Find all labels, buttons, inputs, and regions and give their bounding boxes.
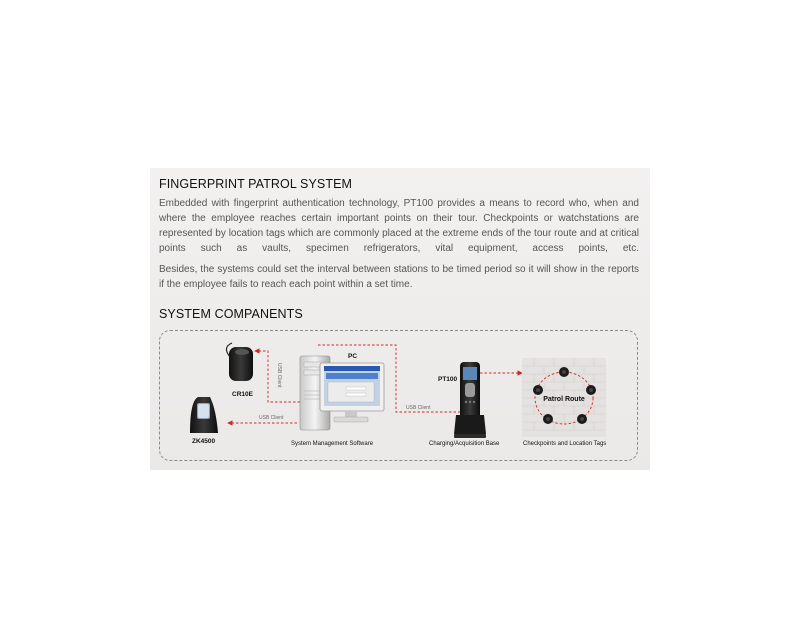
location-tag-icon — [559, 367, 569, 377]
cr10e-label: CR10E — [232, 391, 253, 398]
location-tag-icon — [543, 414, 553, 424]
pt100-device-icon — [460, 362, 480, 424]
usb-client-label: USB Client — [259, 415, 284, 421]
pc-label: PC — [348, 353, 358, 360]
location-tag-icon — [586, 385, 596, 395]
location-tag-icon — [577, 414, 587, 424]
pc-caption: System Management Software — [291, 441, 374, 447]
zk4500-label: ZK4500 — [192, 438, 216, 445]
section-heading-fingerprint-patrol: FINGERPRINT PATROL SYSTEM — [159, 177, 353, 191]
zk4500-reader-icon — [190, 397, 218, 433]
base-caption: Charging/Acquisition Base — [429, 441, 500, 447]
location-tag-icon — [533, 385, 543, 395]
content-panel — [150, 168, 650, 470]
system-components-diagram — [159, 330, 638, 461]
charging-base-icon — [454, 415, 486, 438]
interval-paragraph: Besides, the systems could set the interval between stations to be timed period so it will show in the reports if the employee fails to reach each point within a set time. — [159, 264, 639, 290]
usb-client-label: USB Client — [406, 405, 431, 411]
section-heading-system-components: SYSTEM COMPANENTS — [159, 307, 303, 321]
pt100-label: PT100 — [438, 376, 458, 383]
cr10e-reader-icon — [226, 343, 253, 381]
usb-client-label: USB Client — [276, 363, 282, 388]
intro-paragraph: Embedded with fingerprint authentication technology, PT100 provides a means to record who, when and where the employee reaches certain important points on their tour. Checkpoints or watchstations are represented by location tags which are commonly placed at the extreme ends of the tour route and at critical points such as vaults, specimen refrigerators, vital equipment, access points, etc. — [159, 198, 639, 254]
tags-caption: Checkpoints and Location Tags — [523, 441, 607, 447]
patrol-route-label: Patrol Route — [543, 396, 585, 403]
diagram-svg — [160, 331, 637, 460]
